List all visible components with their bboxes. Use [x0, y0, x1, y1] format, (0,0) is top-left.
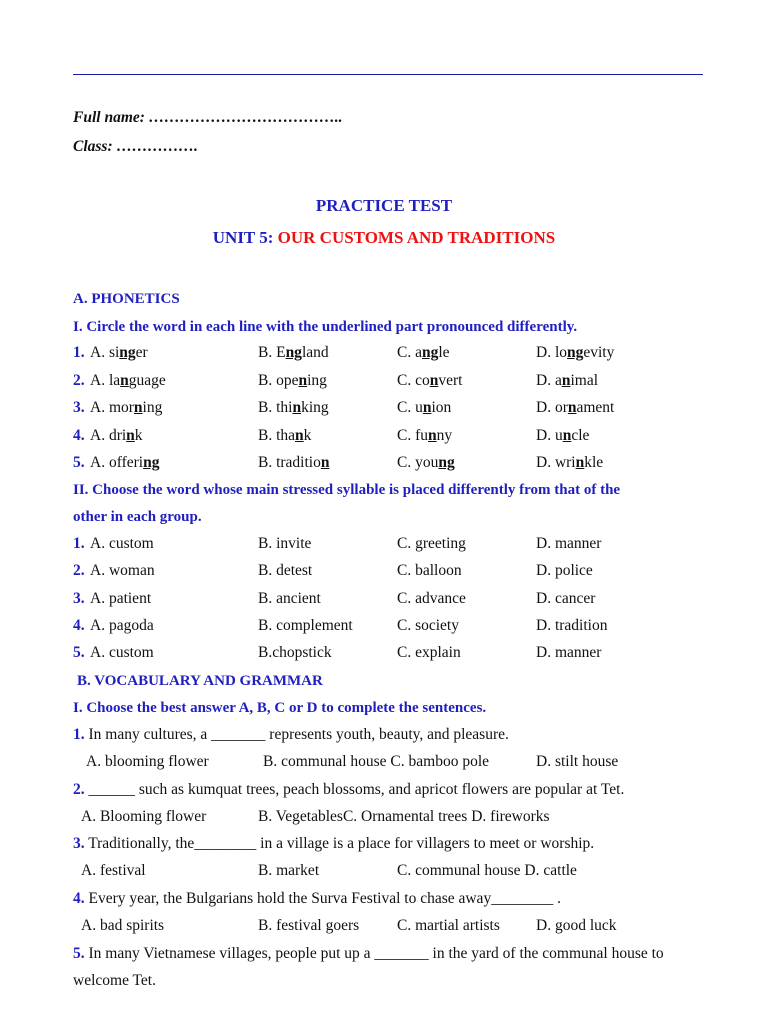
answer-option: D. manner — [536, 535, 602, 552]
question-row — [73, 725, 723, 745]
question-number: 2. — [73, 781, 85, 798]
option-text: ing — [142, 399, 163, 416]
answer-option — [258, 453, 329, 473]
answer-option — [536, 398, 614, 418]
answer-option — [536, 371, 598, 391]
stress-row — [73, 534, 723, 554]
option-text: B. ope — [258, 371, 299, 389]
underlined-part: ng — [285, 344, 302, 361]
answer-option: B. invite — [258, 535, 312, 552]
answer-option: B. festival goers — [258, 917, 360, 934]
option-text: ion — [431, 399, 452, 416]
unit-prefix: UNIT 5: — [212, 228, 274, 247]
class-label: Class: — [73, 138, 113, 155]
answer-option — [90, 398, 162, 418]
question-text: In many Vietnamese villages, people put up a _______ in the yard of the communal house to — [84, 945, 664, 962]
question-number: 5. — [73, 945, 85, 962]
answer-option — [536, 453, 603, 473]
underlined-part: ng — [567, 344, 584, 361]
answer-option — [397, 426, 452, 446]
underlined-part: n — [133, 399, 143, 416]
answer-option — [90, 343, 148, 363]
option-text: ament — [576, 399, 615, 416]
stress-instruction-line1: II. Choose the word whose main stressed syllable is placed differently from that of the — [73, 482, 621, 498]
answer-option: D. good luck — [536, 917, 617, 934]
option-text: B. tha — [258, 426, 296, 444]
question-number: 5. — [73, 644, 85, 662]
underlined-part: n — [320, 454, 330, 471]
option-text: A. la — [90, 371, 121, 389]
answer-option — [536, 426, 589, 446]
option-text: A. si — [90, 344, 120, 361]
full-name-label: Full name: — [73, 109, 145, 126]
question-row — [73, 780, 723, 800]
option-text: evity — [583, 344, 615, 361]
stress-row — [73, 589, 723, 609]
section-a-title: A. PHONETICS — [73, 291, 180, 307]
answer-option — [397, 453, 455, 473]
answer-option — [397, 371, 462, 391]
answer-option: C. greeting — [397, 535, 466, 552]
question-text: In many cultures, a _______ represents youth, beauty, and pleasure. — [84, 726, 509, 743]
stress-row — [73, 616, 723, 636]
underlined-part: n — [567, 399, 577, 416]
answer-option: A. festival — [81, 862, 146, 879]
question-number: 1. — [73, 344, 85, 361]
class-dots: ……………. — [116, 138, 198, 155]
option-text: D. wri — [536, 454, 576, 471]
question-continuation: welcome Tet. — [73, 972, 156, 989]
answer-option — [258, 371, 327, 391]
answer-option: A. blooming flower — [86, 753, 209, 770]
option-text: C. co — [397, 371, 430, 389]
question-text: ______ such as kumquat trees, peach blossoms, and apricot flowers are popular at Tet. — [84, 781, 625, 798]
full-name-dots: ……………………………….. — [148, 109, 343, 126]
question-row — [73, 834, 723, 854]
phonetics-row — [73, 453, 723, 473]
answer-option: D. tradition — [536, 616, 608, 634]
underlined-part: n — [429, 371, 439, 389]
phonetics-row — [73, 371, 723, 391]
answer-option: A. pagoda — [90, 616, 154, 634]
option-text: D. or — [536, 399, 568, 416]
answer-option: A. custom — [90, 644, 154, 662]
option-text: king — [301, 399, 329, 416]
answer-option — [258, 398, 329, 418]
option-text: kle — [584, 454, 604, 471]
question-text: Traditionally, the________ in a village is a place for villagers to meet or worship. — [84, 835, 595, 852]
option-text: C. you — [397, 454, 439, 471]
underlined-part: ng — [421, 344, 439, 361]
option-text: D. a — [536, 371, 562, 389]
option-text: ing — [307, 371, 327, 389]
option-text: k — [303, 426, 312, 444]
answer-option: B.chopstick — [258, 644, 332, 662]
class-line — [73, 137, 198, 157]
question-text: Every year, the Bulgarians hold the Surva Festival to chase away________ . — [84, 890, 561, 907]
option-text: B. E — [258, 344, 286, 361]
stress-row — [73, 643, 723, 663]
answer-option: A. Blooming flower — [81, 808, 207, 825]
answer-option — [90, 453, 159, 473]
question-number: 1. — [73, 535, 85, 552]
phonetics-row — [73, 343, 723, 363]
question-number: 4. — [73, 890, 85, 907]
answer-option: C. advance — [397, 589, 466, 607]
answer-option: B. market — [258, 862, 320, 879]
option-text: B. traditio — [258, 454, 321, 471]
underlined-part: ng — [143, 454, 160, 471]
option-text: guage — [128, 371, 166, 389]
phonetics-row — [73, 398, 723, 418]
answer-option — [258, 426, 311, 446]
answer-option: A. bad spirits — [81, 917, 165, 934]
underlined-part: n — [562, 426, 572, 444]
option-text: C. fu — [397, 426, 428, 444]
answer-option: B. communal house C. bamboo pole — [263, 753, 490, 770]
answer-option: C. balloon — [397, 562, 462, 580]
answer-option: B. complement — [258, 616, 353, 634]
answer-option: D. cancer — [536, 589, 596, 607]
answer-option: A. patient — [90, 589, 152, 607]
option-text: A. offeri — [90, 454, 144, 471]
underlined-part: n — [120, 371, 129, 389]
option-text: B. thi — [258, 399, 293, 416]
underlined-part: n — [126, 426, 135, 444]
underlined-part: n — [295, 426, 304, 444]
option-text: k — [134, 426, 143, 444]
question-row — [73, 944, 723, 964]
answer-option: D. manner — [536, 644, 602, 662]
answer-option: B. detest — [258, 562, 313, 580]
question-number: 4. — [73, 616, 85, 634]
answer-row — [73, 861, 723, 881]
option-text: cle — [571, 426, 590, 444]
phonetics-instruction: I. Circle the word in each line with the underlined part pronounced differently. — [73, 319, 578, 335]
option-text: A. dri — [90, 426, 127, 444]
option-text: land — [301, 344, 329, 361]
answer-option — [90, 371, 166, 391]
option-text: D. lo — [536, 344, 567, 361]
underlined-part: n — [298, 371, 308, 389]
answer-option: B. VegetablesC. Ornamental trees D. fireworks — [258, 808, 550, 825]
option-text: ny — [436, 426, 453, 444]
answer-row — [73, 916, 723, 936]
page-title: PRACTICE TEST — [315, 196, 453, 215]
unit-title — [0, 227, 768, 249]
underlined-part: ng — [438, 454, 455, 471]
answer-option: D. stilt house — [536, 753, 619, 770]
answer-option: C. explain — [397, 644, 461, 662]
answer-option — [536, 343, 614, 363]
answer-option: A. custom — [90, 535, 154, 552]
question-number: 2. — [73, 371, 85, 389]
question-number: 3. — [73, 399, 85, 416]
answer-option — [397, 398, 451, 418]
underlined-part: ng — [119, 344, 136, 361]
option-text: le — [438, 344, 450, 361]
full-name-line — [73, 108, 343, 128]
underlined-part: n — [422, 399, 432, 416]
answer-row — [73, 807, 723, 827]
vocab-instruction: I. Choose the best answer A, B, C or D to complete the sentences. — [73, 700, 487, 716]
answer-option: A. woman — [90, 562, 155, 580]
question-number: 2. — [73, 562, 85, 580]
option-text: D. u — [536, 426, 563, 444]
underlined-part: n — [292, 399, 302, 416]
answer-option — [90, 426, 143, 446]
answer-option — [397, 343, 450, 363]
section-b-title: B. VOCABULARY AND GRAMMAR — [77, 673, 323, 689]
option-text: imal — [570, 371, 599, 389]
answer-option: B. ancient — [258, 589, 321, 607]
unit-name: OUR CUSTOMS AND TRADITIONS — [277, 228, 556, 247]
option-text: vert — [438, 371, 463, 389]
question-number: 4. — [73, 426, 85, 444]
question-row — [73, 889, 723, 909]
top-rule — [73, 74, 703, 75]
question-number: 1. — [73, 726, 85, 743]
question-number: 5. — [73, 454, 85, 471]
option-text: A. mor — [90, 399, 134, 416]
answer-option: C. communal house D. cattle — [397, 862, 577, 879]
stress-row — [73, 561, 723, 581]
question-number: 3. — [73, 589, 85, 607]
phonetics-row — [73, 426, 723, 446]
option-text: C. a — [397, 344, 422, 361]
answer-option: D. police — [536, 562, 593, 580]
option-text: C. u — [397, 399, 423, 416]
underlined-part: n — [575, 454, 585, 471]
underlined-part: n — [561, 371, 571, 389]
answer-option — [258, 343, 329, 363]
answer-row — [73, 752, 723, 772]
question-number: 3. — [73, 835, 85, 852]
answer-option: C. martial artists — [397, 917, 500, 934]
answer-option: C. society — [397, 616, 459, 634]
option-text: er — [135, 344, 148, 361]
underlined-part: n — [428, 426, 437, 444]
stress-instruction-line2: other in each group. — [73, 509, 202, 525]
